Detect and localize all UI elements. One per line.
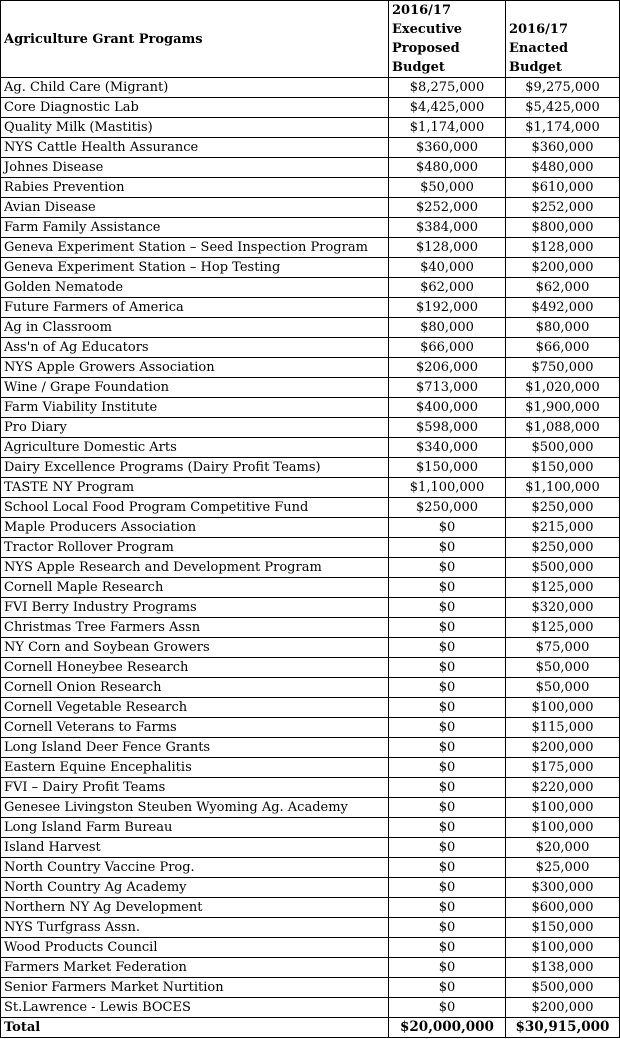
program-name: Geneva Experiment Station – Seed Inspection Program: [1, 238, 389, 258]
program-name: School Local Food Program Competitive Fund: [1, 498, 389, 518]
executive-amount: $0: [389, 838, 506, 858]
executive-amount: $1,100,000: [389, 478, 506, 498]
table-row: [1, 138, 620, 158]
executive-amount: $128,000: [389, 238, 506, 258]
enacted-amount: $1,900,000: [506, 398, 620, 418]
program-name: Agriculture Domestic Arts: [1, 438, 389, 458]
table-row: [1, 758, 620, 778]
executive-amount: $206,000: [389, 358, 506, 378]
enacted-amount: $25,000: [506, 858, 620, 878]
table-row: [1, 558, 620, 578]
program-name: Dairy Excellence Programs (Dairy Profit Teams): [1, 458, 389, 478]
program-name: FVI Berry Industry Programs: [1, 598, 389, 618]
enacted-amount: $215,000: [506, 518, 620, 538]
enacted-amount: $300,000: [506, 878, 620, 898]
table-row: [1, 498, 620, 518]
enacted-amount: $66,000: [506, 338, 620, 358]
enacted-amount: $125,000: [506, 618, 620, 638]
program-name: Cornell Veterans to Farms: [1, 718, 389, 738]
program-name: Northern NY Ag Development: [1, 898, 389, 918]
table-row: [1, 878, 620, 898]
enacted-amount: $1,100,000: [506, 478, 620, 498]
enacted-amount: $150,000: [506, 918, 620, 938]
program-name: NYS Apple Growers Association: [1, 358, 389, 378]
table-row: [1, 618, 620, 638]
table-row: [1, 338, 620, 358]
enacted-amount: $250,000: [506, 498, 620, 518]
table-row: [1, 898, 620, 918]
table-row: [1, 158, 620, 178]
total-executive: $20,000,000: [389, 1018, 506, 1038]
enacted-amount: $480,000: [506, 158, 620, 178]
enacted-amount: $80,000: [506, 318, 620, 338]
table-row: [1, 218, 620, 238]
enacted-amount: $200,000: [506, 738, 620, 758]
table-row: [1, 938, 620, 958]
executive-amount: $0: [389, 918, 506, 938]
table-row: [1, 718, 620, 738]
enacted-amount: $100,000: [506, 938, 620, 958]
program-name: Quality Milk (Mastitis): [1, 118, 389, 138]
executive-amount: $0: [389, 938, 506, 958]
program-name: Farm Viability Institute: [1, 398, 389, 418]
executive-amount: $0: [389, 958, 506, 978]
enacted-amount: $492,000: [506, 298, 620, 318]
program-name: Genesee Livingston Steuben Wyoming Ag. Academy: [1, 798, 389, 818]
executive-amount: $0: [389, 978, 506, 998]
program-name: Pro Diary: [1, 418, 389, 438]
executive-amount: $400,000: [389, 398, 506, 418]
enacted-amount: $500,000: [506, 558, 620, 578]
program-name: Senior Farmers Market Nurtition: [1, 978, 389, 998]
table-row: [1, 598, 620, 618]
table-row: [1, 78, 620, 98]
table-row: [1, 838, 620, 858]
table-row: [1, 918, 620, 938]
table-row: [1, 738, 620, 758]
header-executive-budget: 2016/17 Executive Proposed Budget: [389, 1, 506, 78]
executive-amount: $0: [389, 678, 506, 698]
table-row: [1, 378, 620, 398]
executive-amount: $598,000: [389, 418, 506, 438]
program-name: North Country Vaccine Prog.: [1, 858, 389, 878]
enacted-amount: $100,000: [506, 698, 620, 718]
program-name: Rabies Prevention: [1, 178, 389, 198]
table-row: [1, 418, 620, 438]
executive-amount: $360,000: [389, 138, 506, 158]
enacted-amount: $200,000: [506, 258, 620, 278]
program-name: North Country Ag Academy: [1, 878, 389, 898]
program-name: NY Corn and Soybean Growers: [1, 638, 389, 658]
executive-amount: $62,000: [389, 278, 506, 298]
table-row: [1, 798, 620, 818]
program-name: Long Island Deer Fence Grants: [1, 738, 389, 758]
table-row: [1, 978, 620, 998]
executive-amount: $8,275,000: [389, 78, 506, 98]
executive-amount: $0: [389, 638, 506, 658]
program-name: Cornell Vegetable Research: [1, 698, 389, 718]
header-program: Agriculture Grant Progams: [1, 1, 389, 78]
executive-amount: $0: [389, 718, 506, 738]
enacted-amount: $610,000: [506, 178, 620, 198]
enacted-amount: $75,000: [506, 638, 620, 658]
executive-amount: $0: [389, 698, 506, 718]
executive-amount: $150,000: [389, 458, 506, 478]
program-name: Cornell Onion Research: [1, 678, 389, 698]
executive-amount: $0: [389, 658, 506, 678]
table-row: [1, 298, 620, 318]
executive-amount: $384,000: [389, 218, 506, 238]
table-row: [1, 398, 620, 418]
executive-amount: $0: [389, 598, 506, 618]
enacted-amount: $9,275,000: [506, 78, 620, 98]
table-row: [1, 258, 620, 278]
executive-amount: $250,000: [389, 498, 506, 518]
executive-amount: $0: [389, 538, 506, 558]
table-row: [1, 518, 620, 538]
executive-amount: $50,000: [389, 178, 506, 198]
program-name: Farm Family Assistance: [1, 218, 389, 238]
program-name: Johnes Disease: [1, 158, 389, 178]
enacted-amount: $50,000: [506, 678, 620, 698]
table-row: [1, 118, 620, 138]
enacted-amount: $50,000: [506, 658, 620, 678]
enacted-amount: $175,000: [506, 758, 620, 778]
executive-amount: $340,000: [389, 438, 506, 458]
table-row: [1, 638, 620, 658]
executive-amount: $0: [389, 518, 506, 538]
table-row: [1, 198, 620, 218]
table-row: [1, 238, 620, 258]
enacted-amount: $360,000: [506, 138, 620, 158]
enacted-amount: $220,000: [506, 778, 620, 798]
enacted-amount: $750,000: [506, 358, 620, 378]
enacted-amount: $500,000: [506, 978, 620, 998]
program-name: Eastern Equine Encephalitis: [1, 758, 389, 778]
enacted-amount: $115,000: [506, 718, 620, 738]
enacted-amount: $150,000: [506, 458, 620, 478]
program-name: NYS Cattle Health Assurance: [1, 138, 389, 158]
program-name: Tractor Rollover Program: [1, 538, 389, 558]
executive-amount: $0: [389, 858, 506, 878]
total-label: Total: [1, 1018, 389, 1038]
program-name: Ag in Classroom: [1, 318, 389, 338]
executive-amount: $1,174,000: [389, 118, 506, 138]
program-name: NYS Turfgrass Assn.: [1, 918, 389, 938]
total-enacted: $30,915,000: [506, 1018, 620, 1038]
program-name: FVI – Dairy Profit Teams: [1, 778, 389, 798]
executive-amount: $0: [389, 898, 506, 918]
table-row: [1, 478, 620, 498]
enacted-amount: $1,088,000: [506, 418, 620, 438]
enacted-amount: $1,174,000: [506, 118, 620, 138]
executive-amount: $0: [389, 778, 506, 798]
table-row: [1, 358, 620, 378]
enacted-amount: $100,000: [506, 818, 620, 838]
program-name: Geneva Experiment Station – Hop Testing: [1, 258, 389, 278]
program-name: Farmers Market Federation: [1, 958, 389, 978]
executive-amount: $0: [389, 758, 506, 778]
program-name: Wood Products Council: [1, 938, 389, 958]
enacted-amount: $62,000: [506, 278, 620, 298]
program-name: Core Diagnostic Lab: [1, 98, 389, 118]
executive-amount: $0: [389, 798, 506, 818]
executive-amount: $40,000: [389, 258, 506, 278]
table-row: [1, 458, 620, 478]
enacted-amount: $320,000: [506, 598, 620, 618]
executive-amount: $192,000: [389, 298, 506, 318]
executive-amount: $0: [389, 558, 506, 578]
executive-amount: $0: [389, 738, 506, 758]
table-row: [1, 438, 620, 458]
program-name: Long Island Farm Bureau: [1, 818, 389, 838]
executive-amount: $252,000: [389, 198, 506, 218]
program-name: St.Lawrence - Lewis BOCES: [1, 998, 389, 1018]
program-name: TASTE NY Program: [1, 478, 389, 498]
table-row: [1, 658, 620, 678]
program-name: NYS Apple Research and Development Program: [1, 558, 389, 578]
enacted-amount: $600,000: [506, 898, 620, 918]
enacted-amount: $128,000: [506, 238, 620, 258]
enacted-amount: $100,000: [506, 798, 620, 818]
table-row: [1, 98, 620, 118]
executive-amount: $80,000: [389, 318, 506, 338]
table-row: [1, 678, 620, 698]
enacted-amount: $5,425,000: [506, 98, 620, 118]
program-name: Island Harvest: [1, 838, 389, 858]
enacted-amount: $250,000: [506, 538, 620, 558]
program-name: Future Farmers of America: [1, 298, 389, 318]
table-row: [1, 178, 620, 198]
table-row: [1, 538, 620, 558]
executive-amount: $0: [389, 618, 506, 638]
header-row: [1, 1, 620, 78]
program-name: Ag. Child Care (Migrant): [1, 78, 389, 98]
enacted-amount: $138,000: [506, 958, 620, 978]
table-row: [1, 698, 620, 718]
program-name: Wine / Grape Foundation: [1, 378, 389, 398]
enacted-amount: $125,000: [506, 578, 620, 598]
program-name: Golden Nematode: [1, 278, 389, 298]
enacted-amount: $200,000: [506, 998, 620, 1018]
header-enacted-budget: 2016/17 Enacted Budget: [506, 1, 620, 78]
enacted-amount: $800,000: [506, 218, 620, 238]
total-row: [1, 1018, 620, 1038]
executive-amount: $0: [389, 878, 506, 898]
program-name: Cornell Maple Research: [1, 578, 389, 598]
table-row: [1, 998, 620, 1018]
program-name: Maple Producers Association: [1, 518, 389, 538]
table-row: [1, 578, 620, 598]
executive-amount: $4,425,000: [389, 98, 506, 118]
executive-amount: $480,000: [389, 158, 506, 178]
table-row: [1, 278, 620, 298]
executive-amount: $0: [389, 578, 506, 598]
program-name: Avian Disease: [1, 198, 389, 218]
enacted-amount: $500,000: [506, 438, 620, 458]
executive-amount: $66,000: [389, 338, 506, 358]
enacted-amount: $252,000: [506, 198, 620, 218]
program-name: Christmas Tree Farmers Assn: [1, 618, 389, 638]
enacted-amount: $1,020,000: [506, 378, 620, 398]
table-row: [1, 318, 620, 338]
program-name: Ass'n of Ag Educators: [1, 338, 389, 358]
enacted-amount: $20,000: [506, 838, 620, 858]
program-name: Cornell Honeybee Research: [1, 658, 389, 678]
table-row: [1, 858, 620, 878]
executive-amount: $0: [389, 998, 506, 1018]
executive-amount: $713,000: [389, 378, 506, 398]
table-row: [1, 958, 620, 978]
table-row: [1, 818, 620, 838]
executive-amount: $0: [389, 818, 506, 838]
table-row: [1, 778, 620, 798]
